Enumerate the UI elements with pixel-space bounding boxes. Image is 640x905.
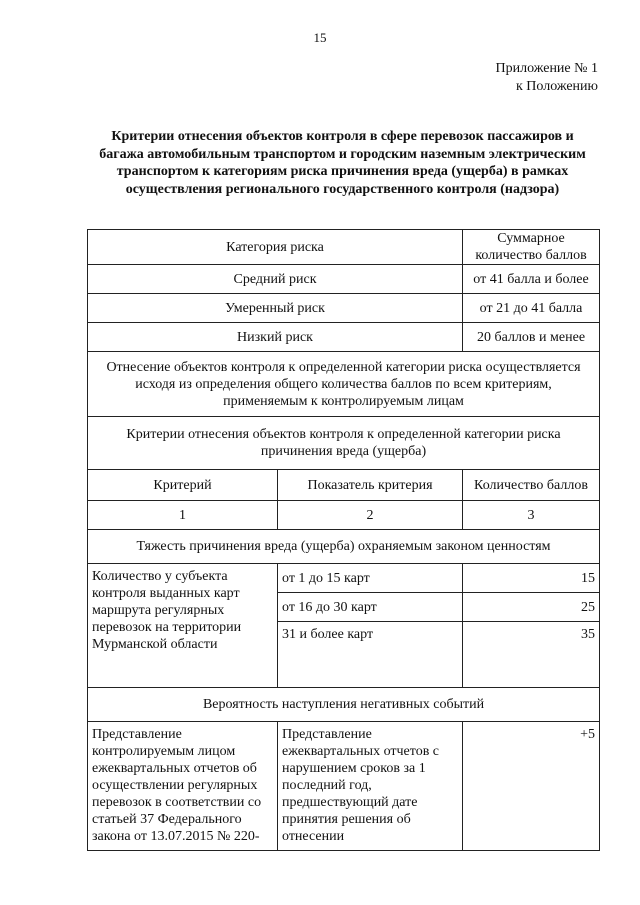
- criterion-cards-count: Количество у субъекта контроля выданных карт маршрута регулярных перевозок на территории Мурманской области: [88, 564, 278, 688]
- section-title-row: [88, 530, 600, 564]
- risk-header-row: [88, 230, 600, 265]
- points-cell: 15: [463, 564, 600, 593]
- criterion-row: [88, 564, 600, 593]
- column-number-2: 2: [278, 501, 463, 530]
- points-cell: +5: [463, 722, 600, 851]
- appendix-line-1: Приложение № 1: [495, 61, 598, 76]
- criteria-table: [87, 229, 600, 851]
- risk-total-header: Суммарное количество баллов: [463, 230, 600, 265]
- criteria-header-row: [88, 470, 600, 501]
- indicator-cell: 31 и более карт: [278, 622, 463, 688]
- page-number: 15: [313, 30, 327, 45]
- col-points-header: Количество баллов: [463, 470, 600, 501]
- section-title-row: [88, 688, 600, 722]
- risk-row: [88, 323, 600, 352]
- column-number-1: 1: [88, 501, 278, 530]
- criteria-title: Критерии отнесения объектов контроля к определенной категории риска причинения вреда (ущерба): [88, 417, 600, 470]
- criterion-row: [88, 722, 600, 851]
- document-title: Критерии отнесения объектов контроля в сфере перевозок пассажиров и багажа автомобильным транспортом и городским наземным электрическим транспортом к категориям риска причинения вреда (ущерба) в рамках осуществления регионального государственного контроля (надзора): [99, 129, 586, 197]
- appendix-line-2: к Положению: [515, 79, 598, 94]
- risk-points: 20 баллов и менее: [463, 323, 600, 352]
- risk-points: от 21 до 41 балла: [463, 294, 600, 323]
- criteria-title-row: [88, 417, 600, 470]
- points-cell: 35: [463, 622, 600, 688]
- indicator-cell: от 1 до 15 карт: [278, 564, 463, 593]
- risk-row: [88, 265, 600, 294]
- risk-category: Средний риск: [88, 265, 463, 294]
- column-number-row: [88, 501, 600, 530]
- risk-note-row: [88, 352, 600, 417]
- risk-category-header: Категория риска: [88, 230, 463, 265]
- risk-row: [88, 294, 600, 323]
- column-number-3: 3: [463, 501, 600, 530]
- col-criterion-header: Критерий: [88, 470, 278, 501]
- points-cell: 25: [463, 593, 600, 622]
- risk-category: Умеренный риск: [88, 294, 463, 323]
- risk-points: от 41 балла и более: [463, 265, 600, 294]
- section-severity-title: Тяжесть причинения вреда (ущерба) охраняемым законом ценностям: [88, 530, 600, 564]
- criterion-reports: Представление контролируемым лицом ежеквартальных отчетов об осуществлении регулярных перевозок в соответствии со статьей 37 Федерального закона от 13.07.2015 № 220-: [88, 722, 278, 851]
- indicator-cell: Представление ежеквартальных отчетов с нарушением сроков за 1 последний год, предшествующий дате принятия решения об отнесении: [278, 722, 463, 851]
- indicator-cell: от 16 до 30 карт: [278, 593, 463, 622]
- risk-note: Отнесение объектов контроля к определенной категории риска осуществляется исходя из определения общего количества баллов по всем критериям, применяемым к контролируемым лицам: [88, 352, 600, 417]
- risk-category: Низкий риск: [88, 323, 463, 352]
- appendix-label: [496, 60, 599, 96]
- section-probability-title: Вероятность наступления негативных событий: [88, 688, 600, 722]
- col-indicator-header: Показатель критерия: [278, 470, 463, 501]
